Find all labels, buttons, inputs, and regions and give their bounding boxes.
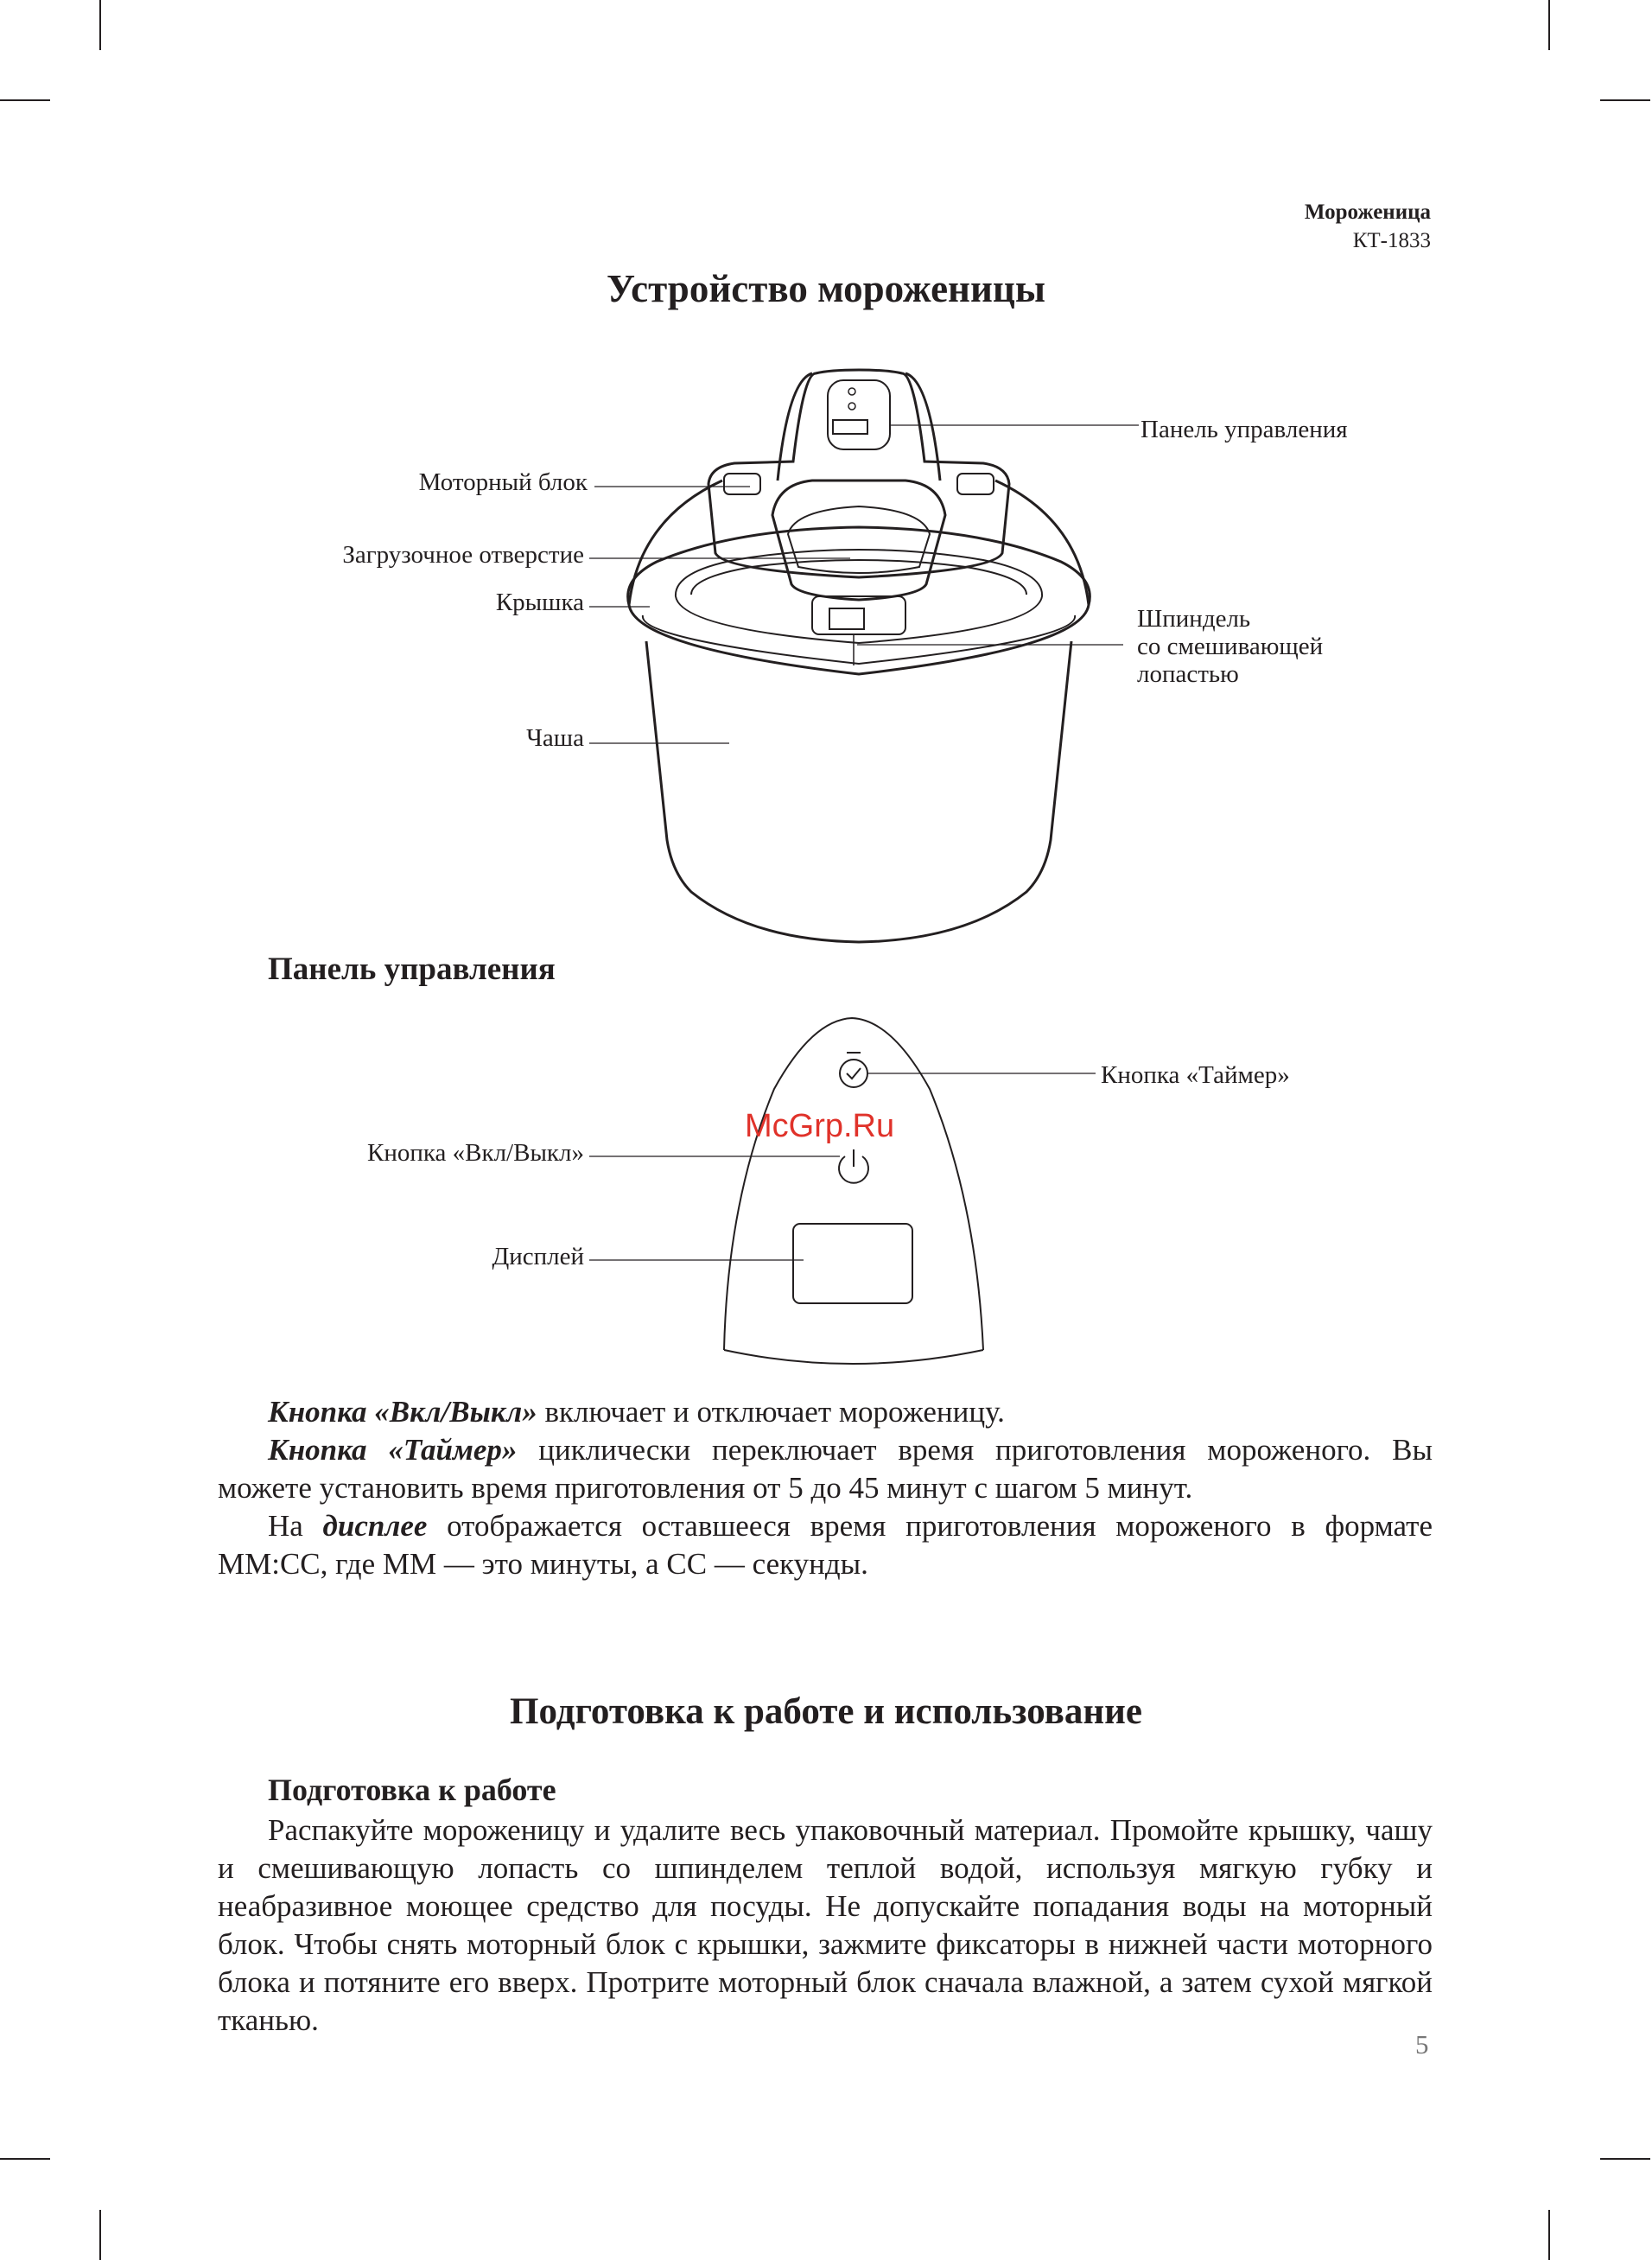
panel-bottom: [724, 1350, 983, 1364]
panel-display: [793, 1224, 912, 1303]
top-control-panel: [828, 380, 890, 449]
lid-edge: [643, 615, 1075, 664]
label-control-panel: Панель управления: [1141, 416, 1348, 443]
motor-handle-right: [905, 373, 940, 481]
section-title-preparation: Подготовка к работе и использование: [510, 1691, 1142, 1732]
control-panel-diagram: [0, 994, 1652, 1366]
label-timer-button: Кнопка «Таймер»: [1101, 1061, 1290, 1089]
motor-handle-left: [778, 373, 812, 481]
label-spindle-line-2: со смешивающей: [1137, 633, 1324, 660]
label-display: Дисплей: [492, 1243, 584, 1270]
header-model: КТ-1833: [1352, 229, 1431, 252]
term-power: Кнопка «Вкл/Выкл»: [268, 1395, 537, 1429]
bowl-outline: [646, 641, 1071, 942]
subsection-title-preparation: Подготовка к работе: [268, 1773, 556, 1807]
chute-outline: [772, 481, 945, 600]
label-bowl: Чаша: [526, 724, 584, 752]
top-button-timer: [848, 388, 855, 395]
clip-right: [957, 474, 994, 494]
section-title-panel: Панель управления: [268, 952, 556, 987]
housing-arc-right: [995, 481, 1089, 605]
label-lid: Крышка: [495, 589, 584, 616]
crop-mark: [0, 2158, 50, 2160]
top-button-power: [848, 403, 855, 410]
timer-icon: [840, 1060, 867, 1087]
top-display: [833, 420, 867, 434]
header-product: Мороженица: [1304, 201, 1431, 224]
label-power-button: Кнопка «Вкл/Выкл»: [366, 1139, 584, 1167]
crop-mark: [1600, 2158, 1650, 2160]
term-display: дисплее: [322, 1509, 428, 1543]
label-spindle-line-3: лопастью: [1137, 660, 1239, 688]
label-motor-unit: Моторный блок: [418, 468, 588, 496]
watermark: McGrp.Ru: [745, 1108, 895, 1144]
spindle: [829, 608, 864, 629]
clip-left: [724, 474, 760, 494]
label-spindle-line-1: Шпиндель: [1137, 605, 1251, 633]
crop-mark: [1548, 2210, 1550, 2260]
description-display: На дисплее отображается оставшееся время приготовления мороженого в формате ММ:СС, где ММ — это минуты, а СС — секунды.: [218, 1509, 1433, 1581]
term-timer: Кнопка «Таймер»: [268, 1433, 518, 1467]
section-title-device: Устройство мороженицы: [607, 267, 1045, 310]
crop-mark: [99, 2210, 101, 2260]
descriptions-block: [218, 1393, 1433, 1583]
label-loading-opening: Загрузочное отверстие: [342, 541, 584, 569]
description-power: Кнопка «Вкл/Выкл» включает и отключает мороженицу.: [268, 1395, 1005, 1429]
page-number: 5: [1415, 2029, 1429, 2059]
loading-opening: [788, 506, 930, 573]
housing-arc-left: [629, 481, 722, 605]
description-timer: Кнопка «Таймер» циклически переключает время приготовления мороженого. Вы можете установить время приготовления от 5 до 45 минут с шагом 5 минут.: [218, 1433, 1433, 1505]
preparation-paragraph: Распакуйте мороженицу и удалите весь упаковочный материал. Промойте крышку, чашу и смешивающую лопасть со шпинделем теплой водой, используя мягкую губку и неабразивное моющее средство для посуды. Не допускайте попадания воды на моторный блок. Чтобы снять моторный блок с крышки, зажмите фиксаторы в нижней части моторного блока и потяните его вверх. Протрите моторный блок сначала влажной, а затем сухой мягкой тканью.: [218, 1813, 1433, 2037]
panel-outline: [724, 1018, 983, 1350]
